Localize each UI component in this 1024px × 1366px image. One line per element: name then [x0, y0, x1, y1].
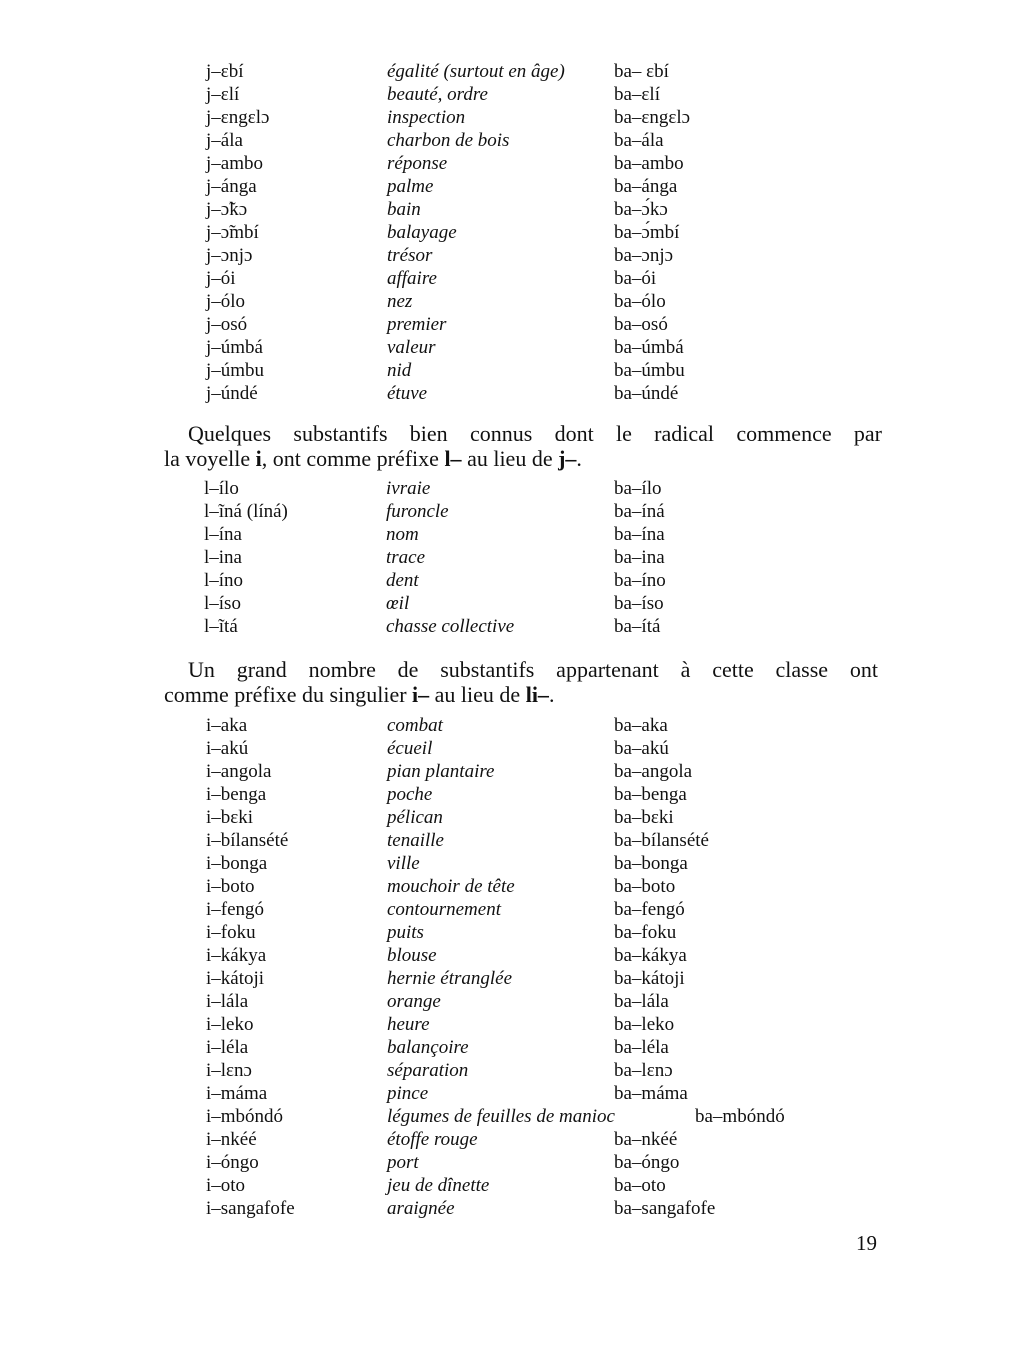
- plural-form: ba–lála: [614, 991, 669, 1012]
- singular-form: i–benga: [206, 784, 267, 805]
- plural-form: ba–bílansété: [614, 830, 709, 851]
- plural-form: ba–óngo: [614, 1152, 680, 1173]
- plural-form: ba–kákya: [614, 945, 687, 966]
- singular-form: j–ála: [206, 130, 243, 151]
- singular-form: j–εbí: [206, 61, 244, 82]
- plural-form: ba–úndé: [614, 383, 679, 404]
- singular-form: i–oto: [206, 1175, 246, 1196]
- singular-form: i–léla: [206, 1037, 249, 1058]
- french-meaning: orange: [387, 991, 441, 1012]
- singular-form: i–nkéé: [206, 1129, 257, 1150]
- french-meaning: ivraie: [386, 478, 431, 499]
- singular-form: i–óngo: [206, 1152, 259, 1173]
- paragraph-text: la voyelle: [164, 446, 256, 471]
- french-meaning: œil: [386, 593, 410, 614]
- plural-form: ba–fengó: [614, 899, 685, 920]
- paragraph-text: au lieu de: [461, 446, 559, 471]
- plural-form: ba–sangafofe: [614, 1198, 716, 1219]
- french-meaning: [387, 1105, 615, 1128]
- french-meaning: heure: [387, 1014, 430, 1035]
- plural-form: ba–leko: [614, 1014, 675, 1035]
- singular-form: i–bεki: [206, 807, 254, 828]
- french-meaning: blouse: [387, 945, 437, 966]
- plural-form: ba–íno: [614, 570, 666, 591]
- singular-form: i–bílansété: [206, 830, 289, 851]
- french-meaning-start: légumes de feuilles de: [387, 1106, 555, 1127]
- paragraph-bold-text: i: [255, 446, 262, 471]
- plural-form: ba–benga: [614, 784, 687, 805]
- french-meaning: nom: [386, 524, 419, 545]
- plural-form: ba–úmbá: [614, 337, 684, 358]
- french-meaning: pian plantaire: [387, 761, 495, 782]
- singular-form: l–íno: [204, 570, 244, 591]
- french-meaning: écueil: [387, 738, 433, 759]
- french-meaning: étoffe rouge: [387, 1129, 478, 1150]
- french-meaning: ville: [387, 853, 420, 874]
- paragraph-line: Quelques substantifs bien connus dont le radical commence par: [188, 421, 882, 446]
- singular-form: l–ílo: [204, 478, 239, 499]
- plural-form: ba–ína: [614, 524, 665, 545]
- plural-form: ba–angola: [614, 761, 693, 782]
- explanatory-paragraph-i-prefix: [164, 657, 878, 707]
- french-meaning: beauté, ordre: [387, 84, 488, 105]
- plural-form: ba–ambo: [614, 153, 684, 174]
- french-meaning: étuve: [387, 383, 428, 404]
- french-meaning: réponse: [387, 153, 448, 174]
- plural-form: ba–íná: [614, 501, 665, 522]
- french-meaning: affaire: [387, 268, 437, 289]
- paragraph-bold-text: j–: [558, 446, 577, 471]
- plural-form: ba–ílo: [614, 478, 662, 499]
- french-meaning: poche: [387, 784, 433, 805]
- french-meaning: nez: [387, 291, 413, 312]
- french-meaning: balayage: [387, 222, 457, 243]
- singular-form: i–foku: [206, 922, 256, 943]
- french-meaning-tail: manioc: [559, 1106, 615, 1127]
- singular-form: j–ambo: [206, 153, 263, 174]
- singular-form: l–íso: [204, 593, 241, 614]
- page-number: 19: [856, 1231, 877, 1255]
- french-meaning: pélican: [387, 807, 443, 828]
- french-meaning: chasse collective: [386, 616, 515, 637]
- plural-form: ba–εngεlɔ: [614, 107, 691, 128]
- plural-form: ba–ɔ́mbí: [614, 222, 680, 243]
- french-meaning: hernie étranglée: [387, 968, 513, 989]
- singular-form: j–εngεlɔ: [206, 107, 270, 128]
- plural-form: ba–léla: [614, 1037, 669, 1058]
- singular-form: i–leko: [206, 1014, 254, 1035]
- singular-form: l–ĩtá: [204, 616, 238, 637]
- plural-form: ba–lεnɔ: [614, 1060, 673, 1081]
- singular-form: i–fengó: [206, 899, 265, 920]
- french-meaning: jeu de dînette: [387, 1175, 490, 1196]
- singular-form: j–úmbá: [206, 337, 263, 358]
- singular-form: j–ói: [206, 268, 236, 289]
- paragraph-line: Un grand nombre de substantifs appartenant à cette classe ont: [188, 657, 878, 682]
- paragraph-line: [164, 446, 882, 471]
- singular-form: j–ɔ̃kɔ: [206, 199, 248, 220]
- paragraph-text: , ont comme préfixe: [261, 446, 445, 471]
- singular-form: j–ánga: [206, 176, 257, 197]
- plural-form: ba–bonga: [614, 853, 688, 874]
- french-meaning: dent: [386, 570, 419, 591]
- french-meaning: valeur: [387, 337, 436, 358]
- french-meaning: furoncle: [386, 501, 449, 522]
- french-meaning: inspection: [387, 107, 466, 128]
- plural-form: ba–foku: [614, 922, 677, 943]
- singular-form: j–úmbu: [206, 360, 265, 381]
- french-meaning: palme: [387, 176, 434, 197]
- plural-form: ba–akú: [614, 738, 669, 759]
- plural-form: ba–íso: [614, 593, 664, 614]
- french-meaning: premier: [387, 314, 447, 335]
- french-meaning: mouchoir de tête: [387, 876, 515, 897]
- french-meaning: séparation: [387, 1060, 469, 1081]
- singular-form: i–máma: [206, 1083, 268, 1104]
- explanatory-paragraph-l-prefix: [164, 421, 882, 471]
- singular-form: i–akú: [206, 738, 249, 759]
- paragraph-text: comme préfixe du singulier: [164, 682, 413, 707]
- plural-form: ba–ánga: [614, 176, 678, 197]
- singular-form: j–úndé: [206, 383, 258, 404]
- plural-form: ba–kátoji: [614, 968, 685, 989]
- french-meaning: tenaille: [387, 830, 444, 851]
- paragraph-line: [164, 682, 878, 707]
- plural-form: ba–ítá: [614, 616, 661, 637]
- singular-form: j–osó: [206, 314, 248, 335]
- french-meaning: puits: [387, 922, 424, 943]
- plural-form: ba–máma: [614, 1083, 688, 1104]
- french-meaning: balançoire: [387, 1037, 469, 1058]
- singular-form: j–ɔ̃mbí: [206, 222, 259, 243]
- french-meaning: trésor: [387, 245, 433, 266]
- singular-form: i–kátoji: [206, 968, 265, 989]
- plural-form: ba–ólo: [614, 291, 666, 312]
- plural-form: ba–oto: [614, 1175, 666, 1196]
- french-meaning: araignée: [387, 1198, 455, 1219]
- plural-form: ba–ála: [614, 130, 664, 151]
- paragraph-bold-text: l–: [444, 446, 462, 471]
- plural-form: ba–úmbu: [614, 360, 685, 381]
- singular-form: j–ɔnjɔ: [206, 245, 253, 266]
- paragraph-text: .: [548, 682, 555, 707]
- french-meaning: pince: [387, 1083, 429, 1104]
- singular-form: j–ólo: [206, 291, 246, 312]
- plural-form: ba–ói: [614, 268, 657, 289]
- french-meaning: nid: [387, 360, 412, 381]
- french-meaning: contournement: [387, 899, 501, 920]
- french-meaning: bain: [387, 199, 421, 220]
- plural-form: ba–nkéé: [614, 1129, 678, 1150]
- singular-form: i–aka: [206, 715, 248, 736]
- paragraph-text: .: [576, 446, 582, 471]
- plural-form: ba–boto: [614, 876, 676, 897]
- french-meaning: charbon de bois: [387, 130, 510, 151]
- plural-form: ba–ɔnjɔ: [614, 245, 674, 266]
- plural-form: ba–ɔ́kɔ: [614, 199, 668, 220]
- french-meaning: égalité (surtout en âge): [387, 61, 565, 82]
- singular-form: i–sangafofe: [206, 1198, 295, 1219]
- singular-form: i–lála: [206, 991, 249, 1012]
- plural-form: ba–osó: [614, 314, 668, 335]
- singular-form: i–bonga: [206, 853, 268, 874]
- paragraph-text: au lieu de: [429, 682, 526, 707]
- french-meaning: port: [387, 1152, 419, 1173]
- plural-form: ba–bεki: [614, 807, 674, 828]
- singular-form: i–angola: [206, 761, 272, 782]
- french-meaning: combat: [387, 715, 443, 736]
- singular-form: j–εlí: [206, 84, 240, 105]
- plural-form: ba–aka: [614, 715, 668, 736]
- french-meaning: trace: [386, 547, 426, 568]
- plural-form: ba–ina: [614, 547, 665, 568]
- plural-form: ba–mbóndó: [695, 1106, 785, 1127]
- singular-form: i–kákya: [206, 945, 267, 966]
- singular-form: i–mbóndó: [206, 1106, 284, 1127]
- singular-form: l–ĩná (líná): [204, 501, 288, 522]
- plural-form: ba– εbí: [614, 61, 669, 82]
- singular-form: l–ína: [204, 524, 242, 545]
- plural-form: ba–εlí: [614, 84, 660, 105]
- paragraph-bold-text: i–: [412, 682, 430, 707]
- paragraph-bold-text: li–: [525, 682, 549, 707]
- singular-form: l–ina: [204, 547, 242, 568]
- singular-form: i–boto: [206, 876, 255, 897]
- singular-form: i–lεnɔ: [206, 1060, 252, 1081]
